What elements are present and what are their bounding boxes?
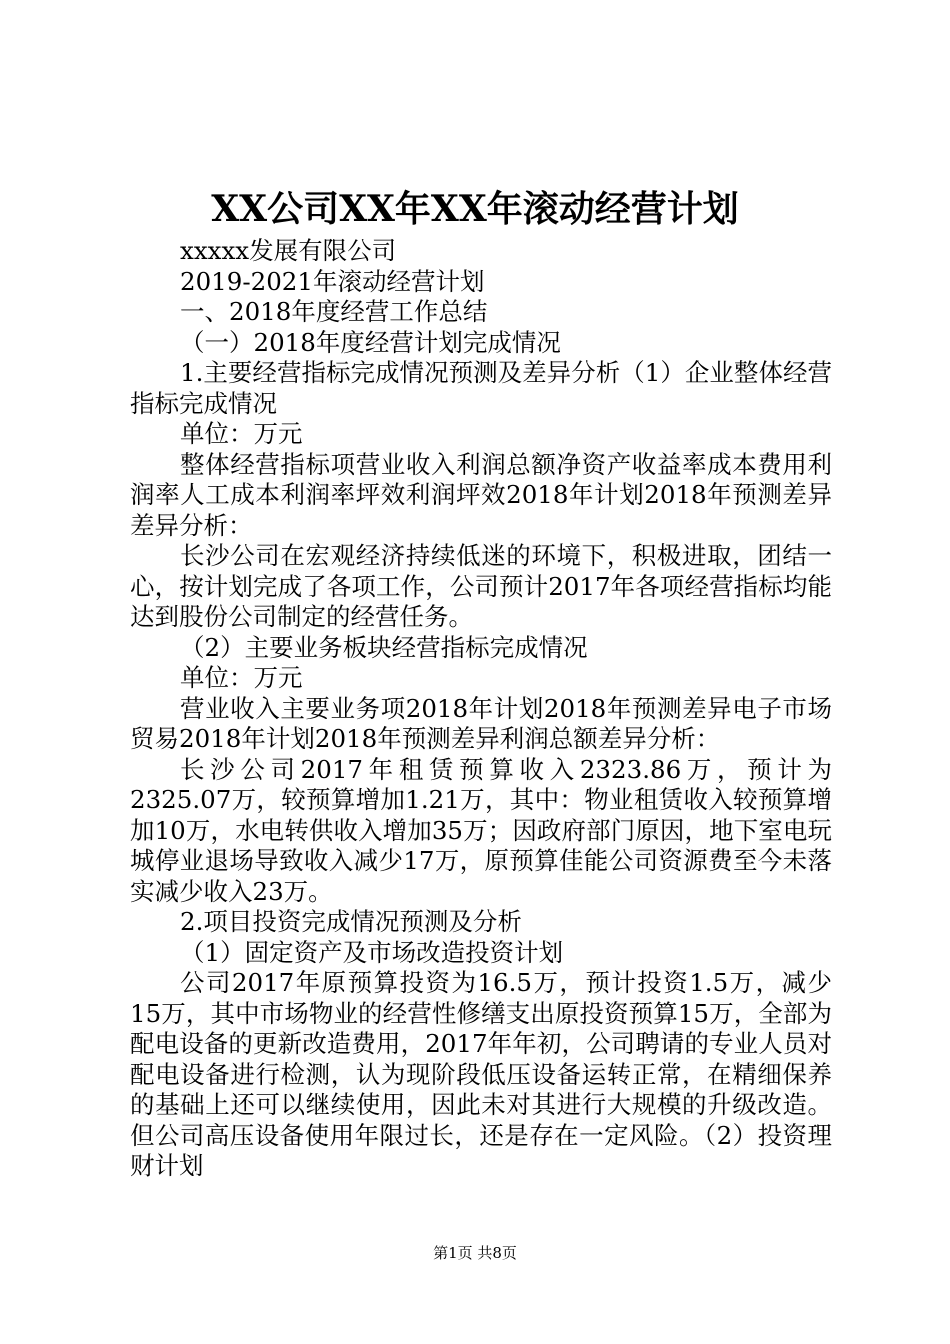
plan-subtitle: 2019-2021年滚动经营计划 [180,266,485,296]
investment-paragraph: 公司2017年原预算投资为16.5万，预计投资1.5万，减少15万，其中市场物业的经营性修缮支出原投资预算15万，全部为配电设备的更新改造费用，2017年年初，公司聘请的专业人员对配电设备进行检测，认为现阶段低压设备运转正常，在精细保养的基础上还可以继续使用，因此未对其进行大规模的升级改造。但公司高压设备使用年限过长，还是存在一定风险。（2）投资理财计划 [130,968,832,1180]
subsection-heading-2: （2）主要业务板块经营指标完成情况 [180,632,588,662]
unit-label-2: 单位：万元 [180,663,303,692]
subsection-heading-1: （一）2018年度经营计划完成情况 [180,327,561,357]
item-heading-2: 2.项目投资完成情况预测及分析 [180,907,522,936]
section-heading-1: 一、2018年度经营工作总结 [180,297,488,326]
revenue-analysis-paragraph: 长沙公司2017年租赁预算收入2323.86万，预计为2325.07万，较预算增加1.21万，其中：物业租赁收入较预算增加10万，水电转供收入增加35万；因政府部门原因，地下室电玩城停业退场导致收入减少17万，原预算佳能公司资源费至今未落实减少收入23万。 [130,754,832,906]
indicator-list-paragraph: 整体经营指标项营业收入利润总额净资产收益率成本费用利润率人工成本利润率坪效利润坪效2018年计划2018年预测差异差异分析： [130,449,832,540]
unit-label-1: 单位：万元 [180,419,303,448]
document-title: XX公司XX年XX年滚动经营计划 [211,188,739,230]
business-list-paragraph: 营业收入主要业务项2018年计划2018年预测差异电子市场贸易2018年计划2018年预测差异利润总额差异分析： [130,693,832,753]
item-heading-1: 1.主要经营指标完成情况预测及差异分析（1）企业整体经营指标完成情况 [130,358,832,418]
summary-paragraph: 长沙公司在宏观经济持续低迷的环境下，积极进取，团结一心，按计划完成了各项工作，公司预计2017年各项经营指标均能达到股份公司制定的经营任务。 [130,541,832,631]
subsection-heading-3: （1）固定资产及市场改造投资计划 [180,937,564,967]
page-footer: 第1页 共8页 [433,1244,517,1262]
document-body [130,236,832,1182]
company-name: xxxxx发展有限公司 [180,236,397,265]
